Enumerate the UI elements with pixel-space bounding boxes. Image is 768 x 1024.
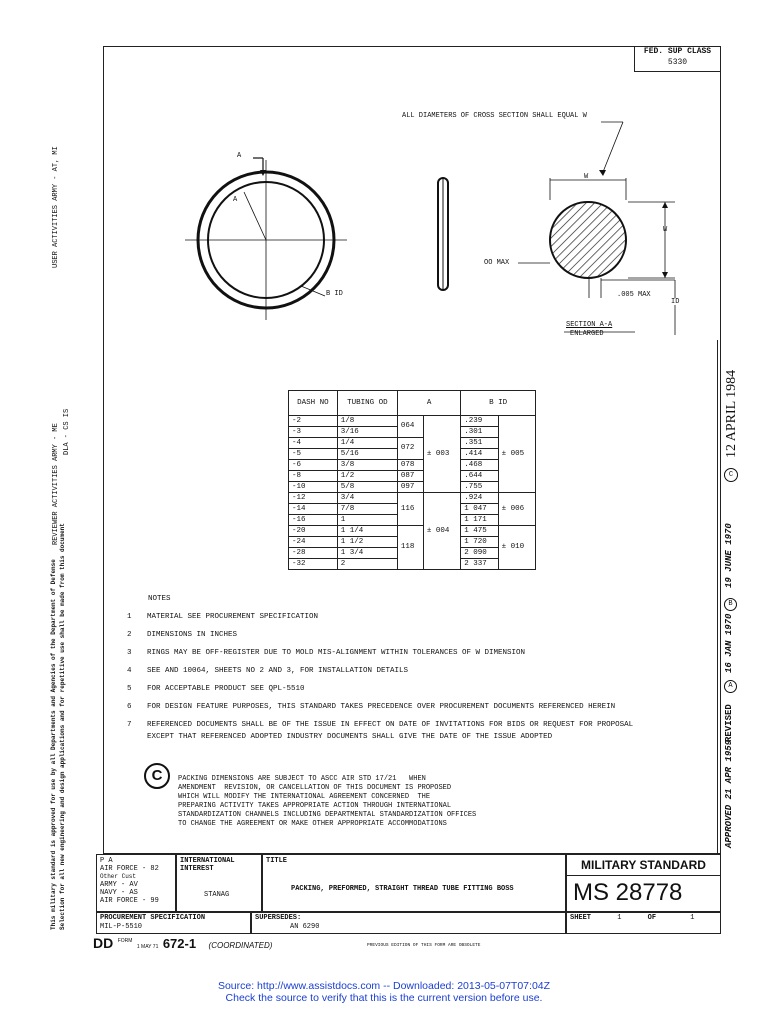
notes-heading: NOTES [148, 595, 171, 603]
note-number: 2 [127, 631, 132, 639]
note-7-continuation: EXCEPT THAT REFERENCED ADOPTED INDUSTRY DOCUMENTS SHALL GIVE THE DATE OF THE ISSUE ADOPTED [147, 733, 553, 741]
disclaimer-line-2: Selection for all new engineering and design applications and for repetitive use shall be made from this document [59, 523, 66, 930]
label-w-top: W [584, 173, 589, 181]
title-block [262, 854, 566, 912]
navy-code: NAVY - AS [100, 889, 138, 897]
b-id-cell: .414 [461, 449, 498, 460]
dash-no-cell: -12 [289, 493, 338, 504]
dash-number-table [288, 390, 536, 570]
sheet-total: 1 [690, 914, 695, 922]
stanag-label: STANAG [204, 891, 230, 899]
dash-no-cell: -3 [289, 427, 338, 438]
tubing-od-cell: 1/4 [337, 438, 397, 449]
packing-drawing [103, 100, 721, 390]
reviewer-activities-label: REVIEWER ACTIVITIES ARMY - ME [52, 423, 60, 545]
approved-date: APPROVED 21 APR 1959 [724, 739, 734, 848]
a-value-cell: 064 [397, 416, 423, 438]
revision-b-letter: B [728, 600, 733, 608]
dash-no-cell: -8 [289, 471, 338, 482]
revision-c-letter: C [728, 471, 734, 479]
header-tubing-od: TUBING OD [337, 391, 397, 416]
a-tolerance-cell: ± 003 [423, 416, 460, 493]
a-value-cell: 097 [397, 482, 423, 493]
label-a-mid: A [233, 196, 238, 204]
a-value-cell: 087 [397, 471, 423, 482]
pa-air-force: AIR FORCE - 82 [100, 865, 159, 873]
b-id-cell: .239 [461, 416, 498, 427]
revision-divider [717, 340, 718, 855]
procurement-spec-label: PROCUREMENT SPECIFICATION [100, 914, 206, 922]
note-item [127, 649, 687, 658]
revision-c-date: 12 APRIL 1984 [724, 369, 739, 458]
procurement-spec-value: MIL-P-5510 [100, 923, 143, 931]
tubing-od-cell: 7/8 [337, 504, 397, 515]
tubing-od-cell: 1 [337, 515, 397, 526]
dash-no-cell: -14 [289, 504, 338, 515]
supersedes-value: AN 6290 [290, 923, 320, 931]
b-id-cell: 2 090 [461, 548, 498, 559]
section-subtitle: ENLARGED [570, 330, 604, 338]
a-value-cell: 078 [397, 460, 423, 471]
dash-no-cell: -2 [289, 416, 338, 427]
verify-line: Check the source to verify that this is the current version before use. [225, 992, 543, 1004]
a-tolerance-cell: ± 004 [423, 493, 460, 570]
section-title: SECTION A-A [566, 321, 613, 329]
note-text: DIMENSIONS IN INCHES [147, 631, 238, 639]
form-date-small: 1 MAY 71 [136, 944, 159, 950]
dash-no-cell: -24 [289, 537, 338, 548]
note-text: REFERENCED DOCUMENTS SHALL BE OF THE ISSUE IN EFFECT ON DATE OF INVITATIONS FOR BIDS OR REQUEST FOR PROPOSAL [147, 721, 634, 729]
note-item [127, 667, 687, 676]
tubing-od-cell: 1/8 [337, 416, 397, 427]
supersedes-block [251, 912, 566, 934]
b-id-cell: .924 [461, 493, 498, 504]
procurement-spec-block [96, 912, 251, 934]
note-number: 7 [127, 721, 132, 729]
label-005-max: .005 MAX [617, 291, 651, 299]
a-value-cell: 072 [397, 438, 423, 460]
cross-section-note: ALL DIAMETERS OF CROSS SECTION SHALL EQUAL W [402, 112, 587, 120]
header-b-id: B ID [461, 391, 536, 416]
tubing-od-cell: 3/8 [337, 460, 397, 471]
note-text: RINGS MAY BE OFF-REGISTER DUE TO MOLD MIS-ALIGNMENT WITHIN TOLERANCES OF W DIMENSION [147, 649, 526, 657]
coordinated-label: (COORDINATED) [208, 941, 273, 950]
a-value-cell: 116 [397, 493, 423, 526]
label-b-id: B ID [326, 290, 343, 298]
dash-no-cell: -10 [289, 482, 338, 493]
dash-no-cell: -28 [289, 548, 338, 559]
b-id-cell: 2 337 [461, 559, 498, 570]
revised-label: REVISED [724, 704, 734, 742]
a-value-cell: 118 [397, 526, 423, 570]
form-number: 672-1 [162, 936, 197, 951]
army-code: ARMY - AV [100, 881, 138, 889]
fed-sup-class-box [634, 46, 721, 72]
b-tolerance-cell: ± 010 [498, 526, 535, 570]
dash-no-cell: -32 [289, 559, 338, 570]
packing-statement: PACKING DIMENSIONS ARE SUBJECT TO ASCC AIR STD 17/21 WHEN AMENDMENT REVISION, OR CANCELLATION OF THIS DOCUMENT IS PROPOSED WHICH WILL MODIFY THE INTERNATIONAL AGREEMENT CONCERNED THE PREPARING ACTIVITY TAKES APPROPRIATE ACTION THROUGH INTERNATIONAL STANDARDIZATION CHANNELS INCLUDING DEPARTMENTAL STANDARDIZATION OFFICES TO CHANGE THE AGREEMENT OR MAKE OTHER APPROPRIATE ACCOMMODATIONS [178, 775, 477, 828]
dash-no-cell: -16 [289, 515, 338, 526]
source-line[interactable]: Source: http://www.assistdocs.com -- Downloaded: 2013-05-07T07:04Z [217, 980, 551, 992]
circled-c-symbol [144, 763, 170, 789]
pa-label: P A [100, 857, 113, 865]
b-id-cell: .644 [461, 471, 498, 482]
dash-no-cell: -6 [289, 460, 338, 471]
revision-a-date: 16 JAN 1970 [724, 613, 734, 673]
cross-section-circle [550, 202, 626, 278]
revision-c-circle [724, 468, 738, 482]
disclaimer-line-1: This military standard is approved for use by all Departments and Agencies of the Department of Defense [50, 559, 57, 930]
revision-a-circle [724, 680, 737, 693]
note-text: SEE AND 10064, SHEETS NO 2 AND 3, FOR INSTALLATION DETAILS [147, 667, 409, 675]
document-title: PACKING, PREFORMED, STRAIGHT THREAD TUBE FITTING BOSS [291, 885, 514, 893]
military-standard-label: MILITARY STANDARD [567, 855, 720, 876]
revision-b-date: 19 JUNE 1970 [724, 523, 734, 588]
b-id-cell: .351 [461, 438, 498, 449]
header-a: A [397, 391, 460, 416]
other-cust-label: Other Cust [100, 873, 137, 880]
note-item [127, 631, 687, 640]
dash-no-cell: -4 [289, 438, 338, 449]
b-id-cell: .468 [461, 460, 498, 471]
b-tolerance-cell: ± 006 [498, 493, 535, 526]
note-number: 3 [127, 649, 132, 657]
tubing-od-cell: 3/16 [337, 427, 397, 438]
international-interest-block [176, 854, 262, 912]
military-standard-block [566, 854, 721, 912]
tubing-od-cell: 1 1/2 [337, 537, 397, 548]
label-id: ID [671, 298, 680, 306]
header-dash-no: DASH NO [289, 391, 338, 416]
b-id-cell: 1 720 [461, 537, 498, 548]
note-item [127, 703, 687, 712]
note-item [127, 613, 687, 622]
fed-sup-class-value: 5330 [667, 58, 688, 67]
tubing-od-cell: 1 3/4 [337, 548, 397, 559]
b-tolerance-cell: ± 005 [498, 416, 535, 493]
previous-edition-note: PREVIOUS EDITION OF THIS FORM ARE OBSOLETE [367, 943, 481, 948]
note-number: 6 [127, 703, 132, 711]
circled-c-letter: C [151, 767, 163, 784]
revision-a-letter: A [728, 682, 733, 690]
tubing-od-cell: 3/4 [337, 493, 397, 504]
tubing-od-cell: 1/2 [337, 471, 397, 482]
of-label: OF [647, 914, 657, 922]
air-force-code: AIR FORCE - 99 [100, 897, 159, 905]
reviewer-activities-label-2: DLA - CS IS [63, 408, 71, 455]
b-id-cell: .301 [461, 427, 498, 438]
note-number: 1 [127, 613, 132, 621]
note-text: FOR DESIGN FEATURE PURPOSES, THIS STANDARD TAKES PRECEDENCE OVER PROCUREMENT DOCUMENTS REFERENCED HEREIN [147, 703, 616, 711]
title-label: TITLE [266, 857, 288, 865]
dd-form-line [93, 935, 272, 953]
note-item [127, 721, 687, 730]
label-w-side: W [663, 226, 668, 234]
supersedes-label: SUPERSEDES: [255, 914, 302, 922]
b-id-cell: 1 047 [461, 504, 498, 515]
fed-sup-class-label: FED. SUP CLASS [643, 47, 712, 56]
note-number: 4 [127, 667, 132, 675]
label-a-top: A [237, 152, 242, 160]
tubing-od-cell: 1 1/4 [337, 526, 397, 537]
note-number: 5 [127, 685, 132, 693]
user-activities-label: USER ACTIVITIES ARMY - AT, MI [52, 146, 60, 268]
dd-label: DD [93, 935, 114, 951]
dash-no-cell: -5 [289, 449, 338, 460]
tubing-od-cell: 5/16 [337, 449, 397, 460]
form-label-small: FORM [117, 938, 133, 944]
pa-block [96, 854, 176, 912]
b-id-cell: 1 475 [461, 526, 498, 537]
b-id-cell: 1 171 [461, 515, 498, 526]
international-interest-label: INTERNATIONAL INTEREST [180, 857, 235, 873]
label-oo-max: OO MAX [484, 259, 510, 267]
sheet-number: 1 [617, 914, 622, 922]
b-id-cell: .755 [461, 482, 498, 493]
ms-number: MS 28778 [573, 879, 683, 906]
tubing-od-cell: 2 [337, 559, 397, 570]
sheet-label: SHEET [570, 914, 592, 922]
dash-no-cell: -20 [289, 526, 338, 537]
note-text: FOR ACCEPTABLE PRODUCT SEE QPL-5510 [147, 685, 305, 693]
note-text: MATERIAL SEE PROCUREMENT SPECIFICATION [147, 613, 319, 621]
sheet-block [566, 912, 721, 934]
note-item [127, 685, 687, 694]
revision-b-circle [724, 598, 737, 611]
tubing-od-cell: 5/8 [337, 482, 397, 493]
